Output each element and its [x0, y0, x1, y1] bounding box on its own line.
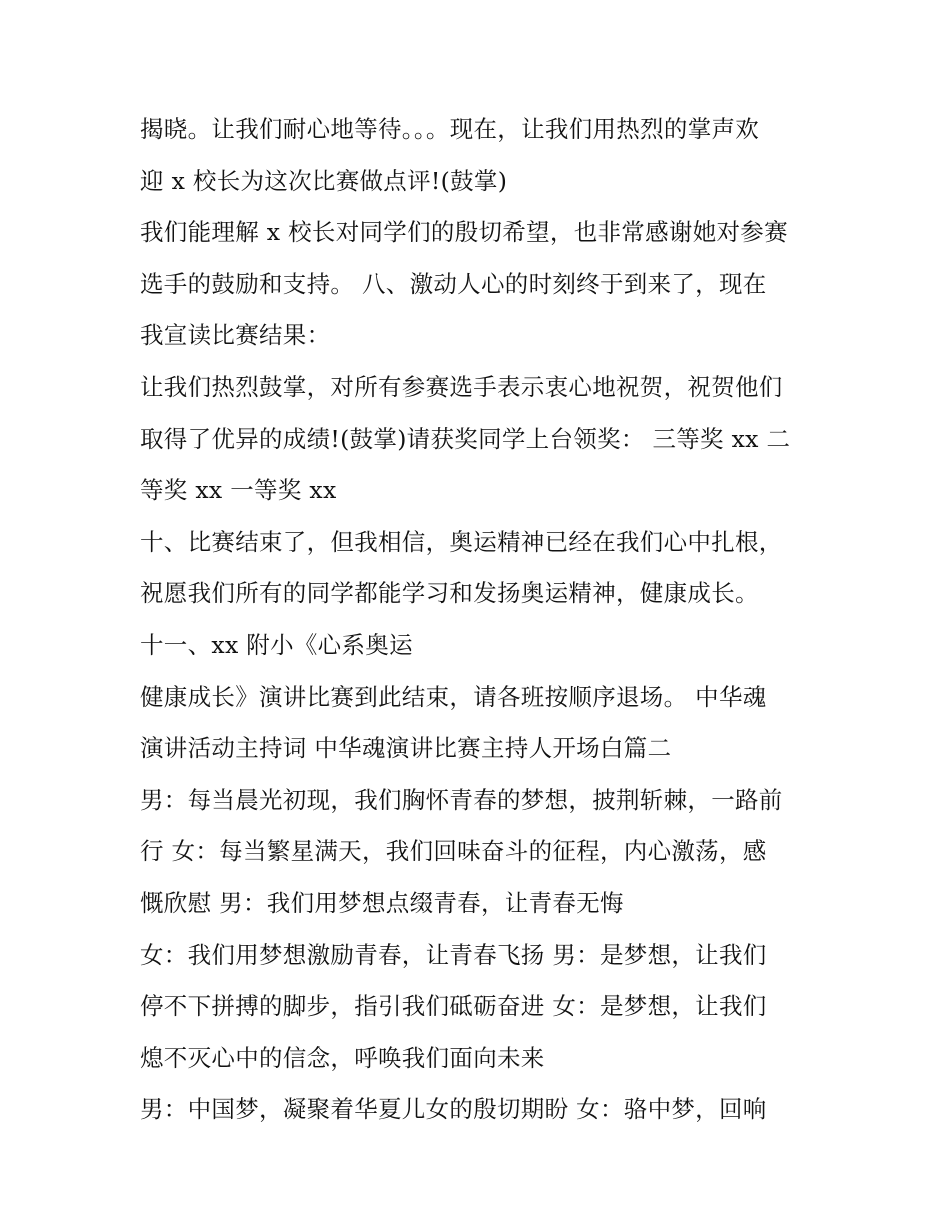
text-line: 男：中国梦，凝聚着华夏儿女的殷切期盼 女：骆中梦，回响	[140, 1095, 767, 1124]
text-line: 取得了优异的成绩!(鼓掌)请获奖同学上台领奖： 三等奖 xx 二	[140, 424, 791, 453]
text-line: 男：每当晨光初现，我们胸怀青春的梦想，披荆斩棘，一路前	[140, 785, 783, 814]
text-line: 我宣读比赛结果：	[140, 321, 331, 350]
text-line: 等奖 xx 一等奖 xx	[140, 476, 337, 505]
text-line: 女：我们用梦想激励青春，让青春飞扬 男：是梦想，让我们	[140, 940, 767, 969]
text-line: 演讲活动主持词 中华魂演讲比赛主持人开场白篇二	[140, 734, 672, 763]
text-line: 熄不灭心中的信念，呼唤我们面向未来	[140, 1043, 545, 1072]
text-line: 选手的鼓励和支持。 八、激动人心的时刻终于到来了，现在	[140, 269, 767, 298]
text-line: 祝愿我们所有的同学都能学习和发扬奥运精神，健康成长。	[140, 579, 759, 608]
text-line: 迎 x 校长为这次比赛做点评!(鼓掌)	[140, 166, 508, 195]
text-line: 让我们热烈鼓掌，对所有参赛选手表示衷心地祝贺，祝贺他们	[140, 372, 783, 401]
text-line: 健康成长》演讲比赛到此结束，请各班按顺序退场。 中华魂	[140, 682, 767, 711]
text-line: 行 女：每当繁星满天，我们回味奋斗的征程，内心激荡，感	[140, 837, 767, 866]
text-line: 十一、xx 附小《心系奥运	[140, 630, 413, 659]
text-line: 慨欣慰 男：我们用梦想点缀青春，让青春无悔	[140, 888, 624, 917]
text-line: 揭晓。让我们耐心地等待。。。现在，让我们用热烈的掌声欢	[140, 115, 760, 143]
text-line: 我们能理解 x 校长对同学们的殷切希望，也非常感谢她对参赛	[140, 218, 788, 247]
body-text	[140, 104, 830, 1136]
text-line: 停不下拼搏的脚步，指引我们砥砺奋进 女：是梦想，让我们	[140, 992, 767, 1021]
text-line: 十、比赛结束了，但我相信，奥运精神已经在我们心中扎根，	[140, 527, 783, 556]
